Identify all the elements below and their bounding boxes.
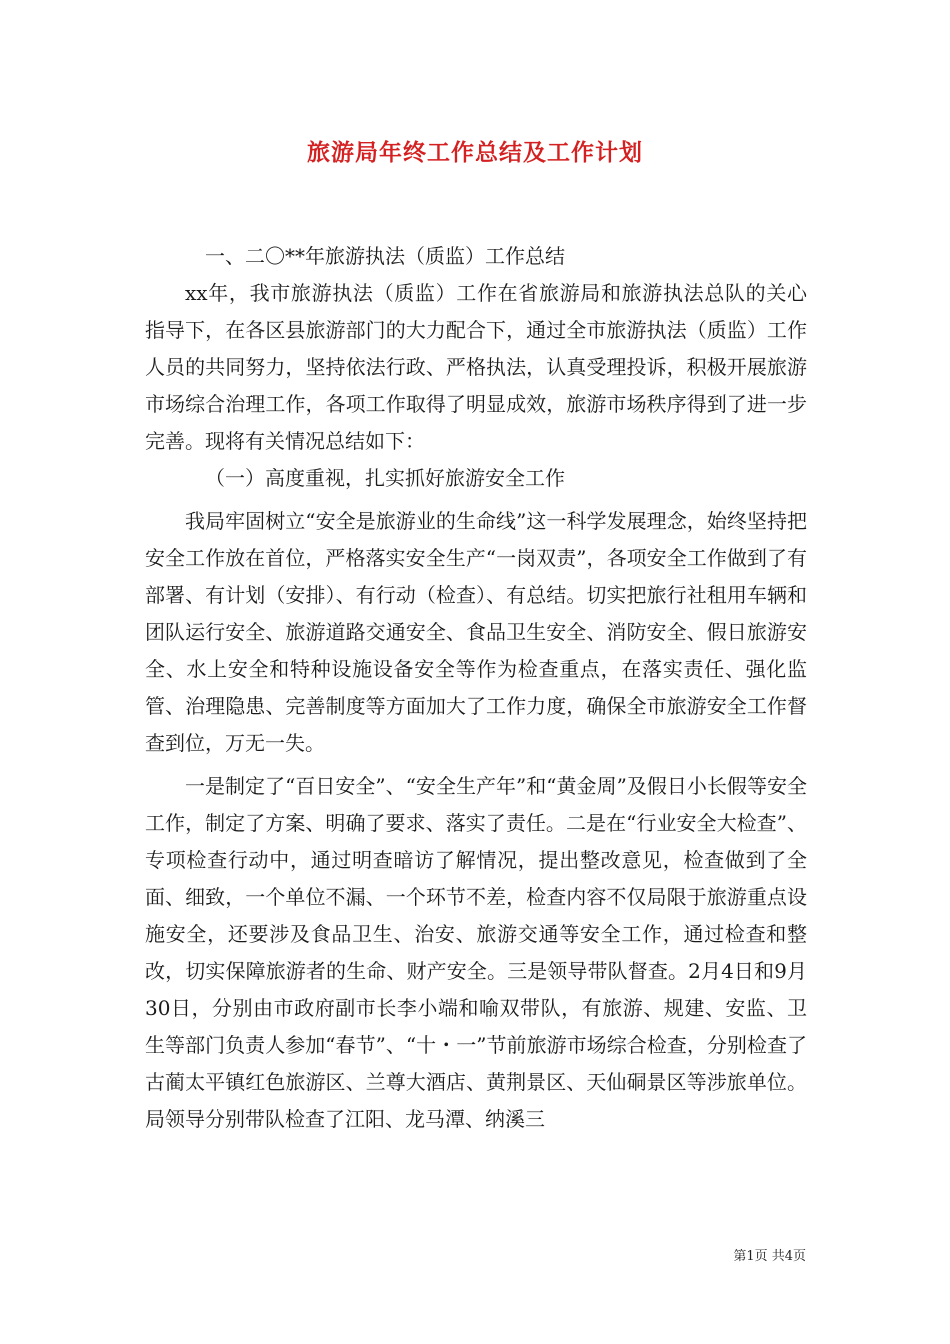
page-number: 第1页 共4页	[733, 1249, 806, 1264]
document-body	[145, 238, 807, 1138]
paragraph: 我局牢固树立“安全是旅游业的生命线”这一科学发展理念，始终坚持把安全工作放在首位，严格落实安全生产“一岗双责”，各项安全工作做到了有部署、有计划（安排）、有行动（检查）、有总结。切实把旅行社租用车辆和团队运行安全、旅游道路交通安全、食品卫生安全、消防安全、假日旅游安全、水上安全和特种设施设备安全等作为检查重点，在落实责任、强化监管、治理隐患、完善制度等方面加大了工作力度，确保全市旅游安全工作督查到位，万无一失。	[145, 509, 807, 755]
document-title: 旅游局年终工作总结及工作计划	[307, 139, 643, 166]
section-heading: 一、二〇**年旅游执法（质监）工作总结	[205, 244, 565, 268]
paragraph: 一是制定了“百日安全”、“安全生产年”和“黄金周”及假日小长假等安全工作，制定了方案、明确了要求、落实了责任。二是在“行业安全大检查”、专项检查行动中，通过明查暗访了解情况，提出整改意见，检查做到了全面、细致，一个单位不漏、一个环节不差，检查内容不仅局限于旅游重点设施安全，还要涉及食品卫生、治安、旅游交通等安全工作，通过检查和整改，切实保障旅游者的生命、财产安全。三是领导带队督查。2月4日和9月30日，分别由市政府副市长李小端和喻双带队，有旅游、规建、安监、卫生等部门负责人参加“春节”、“十・一”节前旅游市场综合检查，分别检查了古蔺太平镇红色旅游区、兰尊大酒店、黄荆景区、天仙硐景区等涉旅单位。局领导分别带队检查了江阳、龙马潭、纳溪三	[145, 774, 807, 1131]
paragraph: xx年，我市旅游执法（质监）工作在省旅游局和旅游执法总队的关心指导下，在各区县旅游部门的大力配合下，通过全市旅游执法（质监）工作人员的共同努力，坚持依法行政、严格执法，认真受理投诉，积极开展旅游市场综合治理工作，各项工作取得了明显成效，旅游市场秩序得到了进一步完善。现将有关情况总结如下：	[145, 281, 807, 453]
subsection-heading: （一）高度重视，扎实抓好旅游安全工作	[205, 466, 565, 490]
